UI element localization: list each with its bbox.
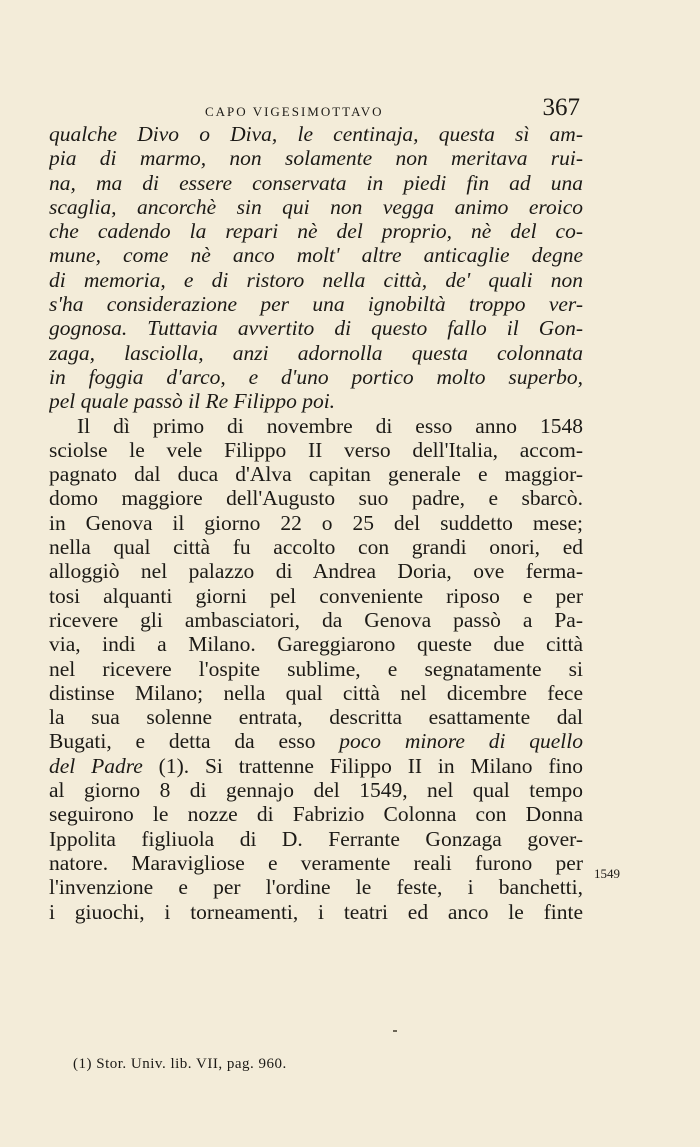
text-line: qualche Divo o Diva, le centinaja, questa sì am- [49,122,583,146]
quoted-phrase: del Padre [49,753,143,778]
text-line: di memoria, e di ristoro nella città, de' quali non [49,267,583,292]
text-line: alloggiò nel palazzo di Andrea Doria, ove ferma- [49,559,583,584]
text-line: in Genova il giorno 22 o 25 del suddetto mese; [49,510,583,535]
text-line: zaga, lasciolla, anzi adornolla questa colonnata [49,340,583,365]
text-line: tosi alquanti giorni pel conveniente riposo e per [49,583,583,608]
text-line: Ippolita figliuola di D. Ferrante Gonzaga gover- [49,826,583,851]
text-line: distinse Milano; nella qual città nel dicembre fece [49,680,583,705]
text-line: scaglia, ancorchè sin qui non vegga animo eroico [49,194,583,219]
text-line: mune, come nè anco molt' altre anticaglie degne [49,243,583,268]
text-line: pel quale passò il Re Filippo poi. [49,389,336,414]
text-line: la sua solenne entrata, descritta esattamente dal [49,705,583,730]
text-line: al giorno 8 di gennajo del 1549, nel qual tempo [49,778,583,803]
text-line: na, ma di essere conservata in piedi fin ad una [49,170,583,195]
text-line: seguirono le nozze di Fabrizio Colonna con Donna [49,802,583,827]
quoted-phrase: poco minore di quello [339,729,583,754]
text-line [49,729,583,753]
text-line: s'ha considerazione per una ignobiltà troppo ver- [49,292,583,317]
text-line: pia di marmo, non solamente non meritava rui- [49,146,583,171]
text-line: sciolse le vele Filippo II verso dell'Italia, accom- [49,437,583,462]
text-line: l'invenzione e per l'ordine le feste, i banchetti, [49,875,583,900]
text-line: ricevere gli ambasciatori, da Genova passò a Pa- [49,607,583,632]
margin-year-note: 1549 [594,866,620,881]
text-line: natore. Maravigliose e veramente reali furono per [49,850,583,875]
text-line: in foggia d'arco, e d'uno portico molto superbo, [49,364,583,389]
text-line: gognosa. Tuttavia avvertito di questo fallo il Gon- [49,316,583,341]
text-line: pagnato dal duca d'Alva capitan generale e maggior- [49,462,583,487]
text-segment: (1). Si trattenne Filippo II in Milano fino [142,753,583,778]
text-line: i giuochi, i torneamenti, i teatri ed anco le finte [49,899,583,924]
running-title: CAPO VIGESIMOTTAVO [205,104,384,119]
footnote-separator [393,1030,397,1032]
footnote: (1) Stor. Univ. lib. VII, pag. 960. [73,1056,287,1072]
text-line: domo maggiore dell'Augusto suo padre, e sbarcò. [49,486,583,511]
text-line: nella qual città fu accolto con grandi onori, ed [49,535,583,560]
body-text [49,122,583,924]
text-line: via, indi a Milano. Gareggiarono queste due città [49,632,583,657]
text-line: che cadendo la repari nè del proprio, nè del co- [49,219,583,244]
text-line: nel ricevere l'ospite sublime, e segnatamente si [49,656,583,681]
paragraph-first-line: Il dì primo di novembre di esso anno 1548 [77,413,583,438]
page-number: 367 [542,94,580,121]
text-line [49,754,583,778]
text-segment: Bugati, e detta da esso [49,729,340,754]
